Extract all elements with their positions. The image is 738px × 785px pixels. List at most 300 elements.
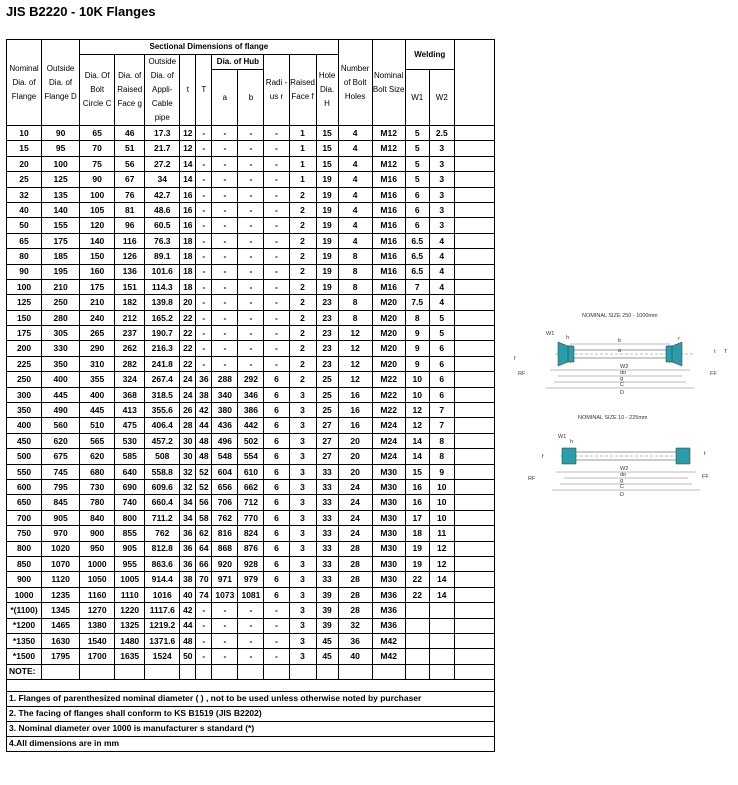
blank-cell bbox=[454, 126, 494, 141]
table-cell: 62 bbox=[196, 526, 212, 541]
table-cell: 1270 bbox=[80, 603, 115, 618]
table-row bbox=[7, 172, 495, 187]
table-cell: - bbox=[196, 264, 212, 279]
blank-cell bbox=[80, 664, 115, 679]
table-cell: 89.1 bbox=[145, 249, 180, 264]
table-cell: - bbox=[196, 341, 212, 356]
table-cell: 620 bbox=[42, 433, 80, 448]
table-cell: 8 bbox=[405, 310, 429, 325]
table-cell: 81 bbox=[115, 202, 145, 217]
blank-cell bbox=[454, 664, 494, 679]
table-cell: - bbox=[212, 156, 238, 171]
table-cell: 155 bbox=[42, 218, 80, 233]
table-cell: 262 bbox=[115, 341, 145, 356]
table-cell: 6 bbox=[429, 356, 454, 371]
table-row bbox=[7, 449, 495, 464]
table-cell: 350 bbox=[7, 403, 42, 418]
table-cell: 868 bbox=[212, 541, 238, 556]
table-cell: - bbox=[264, 172, 289, 187]
table-cell: - bbox=[212, 341, 238, 356]
table-row bbox=[7, 541, 495, 556]
table-cell: 241.8 bbox=[145, 356, 180, 371]
blank-cell bbox=[454, 356, 494, 371]
blank-cell bbox=[238, 664, 264, 679]
left-hub bbox=[568, 346, 574, 362]
table-cell: 970 bbox=[42, 526, 80, 541]
table-cell bbox=[429, 633, 454, 648]
table-cell: - bbox=[212, 172, 238, 187]
table-cell: 237 bbox=[115, 326, 145, 341]
diagram-caption-large: NOMINAL SIZE 250 - 1000mm bbox=[582, 313, 658, 319]
table-cell: 2 bbox=[289, 295, 316, 310]
table-cell: 16 bbox=[338, 403, 372, 418]
table-cell: 14 bbox=[180, 156, 196, 171]
table-cell: 175 bbox=[80, 279, 115, 294]
table-cell: 1540 bbox=[80, 633, 115, 648]
table-cell: 413 bbox=[115, 403, 145, 418]
table-cell: 48 bbox=[180, 633, 196, 648]
table-cell: 34 bbox=[145, 172, 180, 187]
table-row bbox=[7, 156, 495, 171]
table-cell: 550 bbox=[7, 464, 42, 479]
table-cell: 27 bbox=[316, 433, 338, 448]
table-cell: 100 bbox=[42, 156, 80, 171]
table-cell: 25 bbox=[7, 172, 42, 187]
table-cell: 5 bbox=[429, 310, 454, 325]
table-cell bbox=[405, 603, 429, 618]
table-cell: - bbox=[212, 249, 238, 264]
table-cell: 1073 bbox=[212, 587, 238, 602]
table-cell: 6 bbox=[264, 587, 289, 602]
table-cell: - bbox=[196, 295, 212, 310]
table-cell: M36 bbox=[372, 587, 405, 602]
table-row bbox=[7, 387, 495, 402]
table-cell: 39 bbox=[316, 618, 338, 633]
table-cell: 23 bbox=[316, 356, 338, 371]
table-cell: 368 bbox=[115, 387, 145, 402]
note-text: 1. Flanges of parenthesized nominal diameter ( ) , not to be used unless otherwise noted by purchaser bbox=[7, 691, 495, 706]
table-cell: 175 bbox=[42, 233, 80, 248]
table-row bbox=[7, 218, 495, 233]
note-row bbox=[7, 664, 495, 679]
table-cell: - bbox=[264, 249, 289, 264]
table-cell: *1200 bbox=[7, 618, 42, 633]
svg-text:C: C bbox=[620, 382, 624, 388]
table-cell: - bbox=[196, 249, 212, 264]
table-cell: 216.3 bbox=[145, 341, 180, 356]
blank-cell bbox=[454, 372, 494, 387]
table-cell: 11 bbox=[429, 526, 454, 541]
blank-cell bbox=[42, 664, 80, 679]
table-cell: 8 bbox=[429, 449, 454, 464]
table-cell: 56 bbox=[115, 156, 145, 171]
blank-cell bbox=[454, 310, 494, 325]
table-cell: 762 bbox=[145, 526, 180, 541]
table-cell: 2 bbox=[289, 279, 316, 294]
table-cell: 1795 bbox=[42, 649, 80, 664]
table-cell: - bbox=[212, 326, 238, 341]
table-cell: 100 bbox=[80, 187, 115, 202]
table-cell: 400 bbox=[7, 418, 42, 433]
table-cell: 27 bbox=[316, 449, 338, 464]
table-cell: 2 bbox=[289, 264, 316, 279]
table-cell: M16 bbox=[372, 218, 405, 233]
table-cell: 3 bbox=[429, 187, 454, 202]
table-cell: M30 bbox=[372, 556, 405, 571]
table-cell: 824 bbox=[238, 526, 264, 541]
table-cell: 6 bbox=[264, 449, 289, 464]
table-cell: 36 bbox=[180, 556, 196, 571]
header-w2: W2 bbox=[429, 70, 454, 126]
table-cell: 324 bbox=[115, 372, 145, 387]
table-cell: 288 bbox=[212, 372, 238, 387]
table-cell: - bbox=[238, 310, 264, 325]
table-cell: 816 bbox=[212, 526, 238, 541]
table-cell: 950 bbox=[80, 541, 115, 556]
header-a: a bbox=[212, 70, 238, 126]
header-hole-dia: Hole Dia. H bbox=[316, 55, 338, 126]
table-cell: 14 bbox=[429, 572, 454, 587]
table-cell: 139.8 bbox=[145, 295, 180, 310]
table-cell: 190.7 bbox=[145, 326, 180, 341]
svg-text:h: h bbox=[570, 439, 574, 445]
blank-cell bbox=[372, 664, 405, 679]
table-cell: 350 bbox=[42, 356, 80, 371]
table-cell: 45 bbox=[316, 633, 338, 648]
table-cell: 74 bbox=[196, 587, 212, 602]
table-cell: 2 bbox=[289, 341, 316, 356]
table-cell: 8 bbox=[338, 310, 372, 325]
table-cell: 780 bbox=[80, 495, 115, 510]
table-cell: 3 bbox=[289, 433, 316, 448]
table-cell: 24 bbox=[338, 495, 372, 510]
table-cell: 2 bbox=[289, 372, 316, 387]
table-cell: - bbox=[238, 202, 264, 217]
table-cell: 6.5 bbox=[405, 233, 429, 248]
table-cell: 76 bbox=[115, 187, 145, 202]
table-cell: 3 bbox=[289, 587, 316, 602]
blank-cell bbox=[196, 664, 212, 679]
table-cell: - bbox=[264, 126, 289, 141]
table-cell: 2 bbox=[289, 310, 316, 325]
table-cell: - bbox=[238, 279, 264, 294]
svg-text:h: h bbox=[566, 335, 570, 341]
table-cell: 1630 bbox=[42, 633, 80, 648]
table-cell: 863.6 bbox=[145, 556, 180, 571]
table-row bbox=[7, 649, 495, 664]
table-cell: 5 bbox=[405, 172, 429, 187]
table-cell: 2 bbox=[289, 356, 316, 371]
table-cell: 24 bbox=[180, 372, 196, 387]
table-cell: - bbox=[212, 603, 238, 618]
table-cell: 34 bbox=[180, 495, 196, 510]
table-cell: - bbox=[196, 649, 212, 664]
note-text: 2. The facing of flanges shall conform to KS B1519 (JIS B2202) bbox=[7, 706, 495, 721]
table-cell: 4 bbox=[338, 202, 372, 217]
table-cell: 310 bbox=[80, 356, 115, 371]
table-cell: 44 bbox=[196, 418, 212, 433]
table-cell: 18 bbox=[180, 279, 196, 294]
table-row bbox=[7, 495, 495, 510]
table-cell: 971 bbox=[212, 572, 238, 587]
blank-cell bbox=[115, 664, 145, 679]
table-cell: 250 bbox=[42, 295, 80, 310]
table-cell: 7 bbox=[405, 279, 429, 294]
table-row bbox=[7, 126, 495, 141]
table-cell: M16 bbox=[372, 202, 405, 217]
table-cell: 300 bbox=[7, 387, 42, 402]
table-cell: 67 bbox=[115, 172, 145, 187]
svg-text:D: D bbox=[620, 492, 624, 498]
table-cell: - bbox=[264, 202, 289, 217]
table-cell: 32 bbox=[180, 464, 196, 479]
table-cell: 3 bbox=[289, 633, 316, 648]
blank-cell bbox=[454, 449, 494, 464]
table-row bbox=[7, 279, 495, 294]
table-cell: 340 bbox=[212, 387, 238, 402]
table-cell: - bbox=[264, 156, 289, 171]
blank-cell bbox=[316, 664, 338, 679]
table-cell: 548 bbox=[212, 449, 238, 464]
table-cell: 502 bbox=[238, 433, 264, 448]
table-cell: 6 bbox=[264, 479, 289, 494]
blank-cell bbox=[454, 202, 494, 217]
table-cell: 8 bbox=[338, 279, 372, 294]
table-cell: 25 bbox=[316, 403, 338, 418]
table-cell: 12 bbox=[429, 541, 454, 556]
table-cell: 36 bbox=[180, 526, 196, 541]
table-cell: 23 bbox=[316, 341, 338, 356]
note-text: 3. Nominal diameter over 1000 is manufacturer s standard (*) bbox=[7, 721, 495, 736]
table-row bbox=[7, 479, 495, 494]
table-cell: - bbox=[212, 187, 238, 202]
table-cell: 14 bbox=[180, 172, 196, 187]
table-cell: 105 bbox=[80, 202, 115, 217]
table-cell: 30 bbox=[180, 449, 196, 464]
blank-cell bbox=[289, 664, 316, 679]
table-cell: 23 bbox=[316, 326, 338, 341]
blank-cell bbox=[454, 433, 494, 448]
table-cell: 19 bbox=[316, 279, 338, 294]
table-cell: 64 bbox=[196, 541, 212, 556]
header-raised-face: Raised Face f bbox=[289, 55, 316, 126]
table-cell: 905 bbox=[42, 510, 80, 525]
table-cell: 39 bbox=[316, 603, 338, 618]
table-cell: 510 bbox=[80, 418, 115, 433]
table-cell: 10 bbox=[429, 495, 454, 510]
table-cell: 3 bbox=[289, 556, 316, 571]
table-cell: 1 bbox=[289, 156, 316, 171]
table-cell bbox=[429, 649, 454, 664]
table-cell: 1635 bbox=[115, 649, 145, 664]
table-cell: 436 bbox=[212, 418, 238, 433]
blank-cell bbox=[454, 572, 494, 587]
table-cell: - bbox=[196, 326, 212, 341]
table-cell: 1371.6 bbox=[145, 633, 180, 648]
table-cell: 24 bbox=[338, 479, 372, 494]
table-cell: 8 bbox=[338, 249, 372, 264]
table-cell: 2 bbox=[289, 249, 316, 264]
table-cell: 1081 bbox=[238, 587, 264, 602]
table-cell: - bbox=[264, 603, 289, 618]
blank-cell bbox=[454, 279, 494, 294]
table-cell: 7.5 bbox=[405, 295, 429, 310]
table-cell: 4 bbox=[338, 156, 372, 171]
table-cell: 4 bbox=[429, 249, 454, 264]
table-cell: 48.6 bbox=[145, 202, 180, 217]
table-cell: 12 bbox=[338, 341, 372, 356]
table-cell: 6 bbox=[264, 495, 289, 510]
table-row bbox=[7, 633, 495, 648]
table-cell: M24 bbox=[372, 449, 405, 464]
table-cell: 3 bbox=[289, 526, 316, 541]
table-cell: - bbox=[264, 326, 289, 341]
table-row bbox=[7, 587, 495, 602]
table-cell bbox=[405, 618, 429, 633]
table-cell: - bbox=[196, 618, 212, 633]
table-cell: M24 bbox=[372, 418, 405, 433]
table-cell: 19 bbox=[316, 218, 338, 233]
table-cell: 604 bbox=[212, 464, 238, 479]
table-cell: 1160 bbox=[80, 587, 115, 602]
table-cell: 675 bbox=[42, 449, 80, 464]
table-cell: 3 bbox=[289, 449, 316, 464]
svg-text:C: C bbox=[620, 484, 624, 490]
table-cell: 70 bbox=[80, 141, 115, 156]
blank-cell bbox=[454, 587, 494, 602]
table-cell: 1465 bbox=[42, 618, 80, 633]
table-cell: 400 bbox=[42, 372, 80, 387]
svg-text:g: g bbox=[620, 478, 624, 484]
table-cell: - bbox=[264, 233, 289, 248]
table-cell: 3 bbox=[289, 603, 316, 618]
table-cell: 22 bbox=[405, 587, 429, 602]
table-cell: 5 bbox=[429, 326, 454, 341]
table-cell: 620 bbox=[80, 449, 115, 464]
table-cell: 21.7 bbox=[145, 141, 180, 156]
table-cell: M30 bbox=[372, 479, 405, 494]
table-cell: 14 bbox=[429, 587, 454, 602]
table-cell: 22 bbox=[405, 572, 429, 587]
table-cell: - bbox=[238, 633, 264, 648]
table-cell: 406.4 bbox=[145, 418, 180, 433]
table-row bbox=[7, 433, 495, 448]
header-T: T bbox=[196, 55, 212, 126]
table-cell: 135 bbox=[42, 187, 80, 202]
table-cell: 27 bbox=[316, 418, 338, 433]
table-cell: 490 bbox=[42, 403, 80, 418]
table-cell: - bbox=[196, 218, 212, 233]
table-cell: 90 bbox=[7, 264, 42, 279]
table-cell: 558.8 bbox=[145, 464, 180, 479]
table-cell: 33 bbox=[316, 495, 338, 510]
blank-cell bbox=[454, 218, 494, 233]
table-cell: 445 bbox=[80, 403, 115, 418]
table-cell: 36 bbox=[180, 541, 196, 556]
table-cell: 2.5 bbox=[429, 126, 454, 141]
table-cell: 27.2 bbox=[145, 156, 180, 171]
table-cell: 10 bbox=[429, 479, 454, 494]
table-cell: - bbox=[212, 264, 238, 279]
header-dia-bolt-circle: Dia. Of Bolt Circle C bbox=[80, 55, 115, 126]
blank-cell bbox=[454, 618, 494, 633]
table-cell: 38 bbox=[196, 387, 212, 402]
table-cell: 195 bbox=[42, 264, 80, 279]
table-row bbox=[7, 356, 495, 371]
table-cell: 12 bbox=[338, 372, 372, 387]
table-row bbox=[7, 249, 495, 264]
table-cell: 6.5 bbox=[405, 249, 429, 264]
table-cell: 22 bbox=[180, 341, 196, 356]
svg-text:W2: W2 bbox=[620, 466, 629, 472]
table-cell: 18 bbox=[180, 249, 196, 264]
table-cell: 22 bbox=[180, 310, 196, 325]
table-cell: - bbox=[238, 233, 264, 248]
table-row bbox=[7, 141, 495, 156]
table-cell: 475 bbox=[115, 418, 145, 433]
table-cell: 1 bbox=[289, 141, 316, 156]
table-cell: 90 bbox=[42, 126, 80, 141]
table-cell: 12 bbox=[429, 556, 454, 571]
table-cell: 58 bbox=[196, 510, 212, 525]
table-cell: *1350 bbox=[7, 633, 42, 648]
table-cell: 8 bbox=[338, 295, 372, 310]
table-cell: 3 bbox=[289, 418, 316, 433]
table-cell: 3 bbox=[429, 218, 454, 233]
table-cell: 165.2 bbox=[145, 310, 180, 325]
table-cell: 151 bbox=[115, 279, 145, 294]
table-cell: - bbox=[264, 141, 289, 156]
table-cell: 955 bbox=[115, 556, 145, 571]
table-cell: 48 bbox=[196, 433, 212, 448]
table-cell: 6 bbox=[264, 418, 289, 433]
table-cell: 660.4 bbox=[145, 495, 180, 510]
table-cell: 330 bbox=[42, 341, 80, 356]
table-cell: 6 bbox=[405, 187, 429, 202]
header-outside-dia-flange: Outside Dia. of Flange D bbox=[42, 40, 80, 126]
blank-cell bbox=[454, 541, 494, 556]
table-cell: 2 bbox=[289, 326, 316, 341]
header-outside-dia-pipe: Outside Dia. of Appli-Cable pipe bbox=[145, 55, 180, 126]
svg-text:g: g bbox=[620, 376, 624, 382]
blank-cell bbox=[454, 510, 494, 525]
table-cell: 28 bbox=[338, 541, 372, 556]
table-cell: 282 bbox=[115, 356, 145, 371]
table-cell: 42.7 bbox=[145, 187, 180, 202]
table-cell: M16 bbox=[372, 187, 405, 202]
table-cell: 3 bbox=[289, 479, 316, 494]
table-cell: - bbox=[196, 310, 212, 325]
table-cell: 6 bbox=[264, 464, 289, 479]
table-cell: 19 bbox=[316, 264, 338, 279]
table-cell: - bbox=[238, 341, 264, 356]
table-cell: 265 bbox=[80, 326, 115, 341]
table-cell: 346 bbox=[238, 387, 264, 402]
table-cell: 6 bbox=[405, 218, 429, 233]
table-cell: 16 bbox=[338, 387, 372, 402]
table-cell: M36 bbox=[372, 603, 405, 618]
table-cell bbox=[429, 603, 454, 618]
table-cell: 65 bbox=[7, 233, 42, 248]
table-cell: M12 bbox=[372, 156, 405, 171]
table-cell: 4 bbox=[338, 141, 372, 156]
table-cell: 1380 bbox=[80, 618, 115, 633]
table-cell: 267.4 bbox=[145, 372, 180, 387]
blank-cell bbox=[454, 526, 494, 541]
svg-text:f: f bbox=[514, 356, 516, 362]
table-cell: 39 bbox=[316, 587, 338, 602]
table-cell: - bbox=[196, 187, 212, 202]
